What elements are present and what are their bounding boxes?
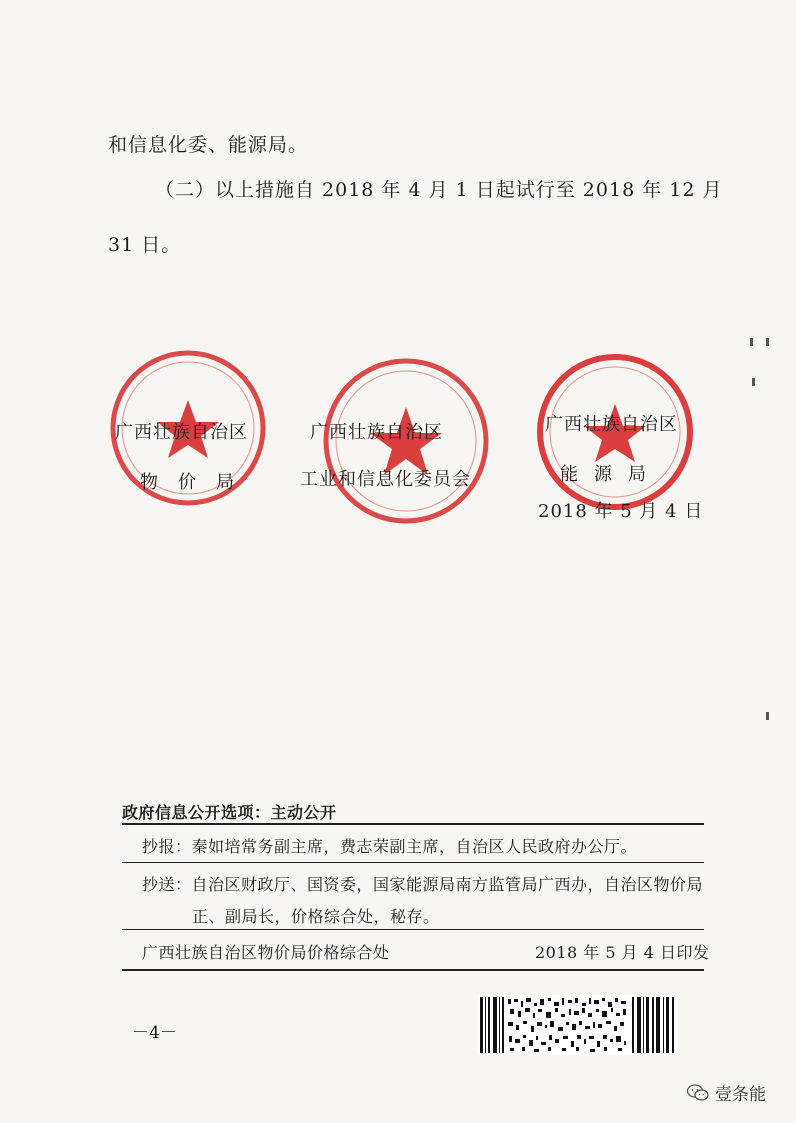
scan-mark	[750, 338, 753, 346]
copy-row	[142, 872, 703, 895]
scan-mark	[766, 338, 769, 346]
signature-2-line1: 广西壮族自治区	[310, 422, 443, 443]
signature-date: 2018 年 5 月 4 日	[538, 501, 704, 522]
signature-1-line1: 广西壮族自治区	[115, 422, 248, 443]
copy-label: 抄送：	[142, 875, 192, 894]
signature-2-line2: 工业和信息化委员会	[300, 469, 471, 490]
barcode-icon	[478, 995, 678, 1055]
scan-mark	[752, 378, 755, 386]
body-line-3: 31 日。	[108, 234, 182, 256]
divider	[122, 969, 704, 971]
disclosure-value: 主动公开	[270, 803, 337, 822]
report-text: 秦如培常务副主席，费志荣副主席，自治区人民政府办公厅。	[191, 837, 638, 856]
signature-3-line2: 能源局	[560, 464, 662, 485]
issue-date: 2018 年 5 月 4 日印发	[535, 943, 710, 962]
body-line-1: 和信息化委、能源局。	[108, 134, 309, 156]
wechat-icon	[687, 1084, 709, 1102]
page-number: －4－	[132, 1023, 177, 1043]
watermark-label: 壹条能	[715, 1085, 766, 1105]
divider	[122, 929, 704, 930]
disclosure-row	[122, 800, 337, 823]
scan-mark	[766, 712, 769, 720]
divider	[122, 862, 704, 863]
copy-text-line1: 自治区财政厅、国资委，国家能源局南方监管局广西办，自治区物价局	[191, 875, 704, 894]
copy-text-line2: 正、副局长，价格综合处，秘存。	[192, 907, 440, 926]
issuer: 广西壮族自治区物价局价格综合处	[142, 943, 390, 962]
report-label: 抄报：	[142, 837, 192, 856]
divider	[122, 823, 704, 825]
signature-1-line2: 物价局	[140, 472, 254, 493]
disclosure-label: 政府信息公开选项：	[122, 803, 271, 822]
watermark	[687, 1080, 766, 1105]
signature-3-line1: 广西壮族自治区	[545, 414, 678, 435]
report-row	[142, 834, 637, 857]
body-line-2: （二）以上措施自 2018 年 4 月 1 日起试行至 2018 年 12 月	[155, 179, 723, 201]
